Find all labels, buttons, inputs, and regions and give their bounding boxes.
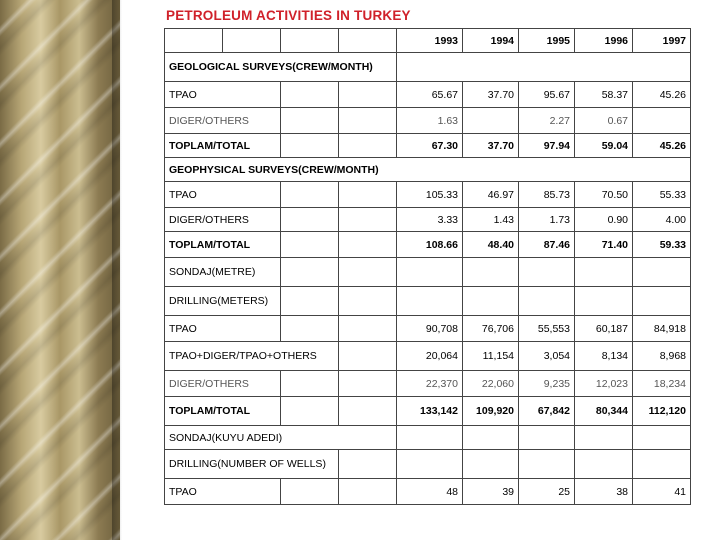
table-cell: 1.63	[397, 108, 463, 134]
table-cell: 112,120	[633, 397, 691, 426]
decorative-gold-border	[0, 0, 120, 540]
table-cell: 20,064	[397, 342, 463, 371]
table-cell	[633, 108, 691, 134]
table-cell: 65.67	[397, 82, 463, 108]
table-cell: 1.43	[463, 208, 519, 232]
total-row	[165, 134, 691, 158]
table-cell: 46.97	[463, 182, 519, 208]
row-label: TOPLAM/TOTAL	[165, 397, 281, 426]
table-cell: 25	[519, 479, 575, 505]
table-cell: 22,060	[463, 371, 519, 397]
table-cell: 48	[397, 479, 463, 505]
year-header: 1993	[397, 29, 463, 53]
table-cell: 95.67	[519, 82, 575, 108]
table-cell: 0.67	[575, 108, 633, 134]
table-cell	[463, 108, 519, 134]
table-cell: 3,054	[519, 342, 575, 371]
section-heading: GEOPHYSICAL SURVEYS(CREW/MONTH)	[165, 158, 691, 182]
total-row	[165, 232, 691, 258]
table-cell: 45.26	[633, 134, 691, 158]
table-row	[165, 342, 691, 371]
row-label: DIGER/OTHERS	[165, 108, 281, 134]
table-cell: 41	[633, 479, 691, 505]
row-label: DIGER/OTHERS	[165, 208, 281, 232]
table-row	[165, 316, 691, 342]
table-cell: 84,918	[633, 316, 691, 342]
section-row	[165, 258, 691, 287]
table-cell: 80,344	[575, 397, 633, 426]
table-row	[165, 479, 691, 505]
table-cell: 58.37	[575, 82, 633, 108]
table-cell: 90,708	[397, 316, 463, 342]
section-heading: DRILLING(NUMBER OF WELLS)	[165, 450, 339, 479]
table-cell: 18,234	[633, 371, 691, 397]
row-label: TOPLAM/TOTAL	[165, 232, 281, 258]
table-cell: 55.33	[633, 182, 691, 208]
table-cell: 12,023	[575, 371, 633, 397]
section-row	[165, 426, 691, 450]
table-cell: 97.94	[519, 134, 575, 158]
table-cell: 109,920	[463, 397, 519, 426]
table-cell: 59.04	[575, 134, 633, 158]
border-shadow	[112, 0, 122, 540]
table-cell: 76,706	[463, 316, 519, 342]
section-heading: GEOLOGICAL SURVEYS(CREW/MONTH)	[165, 53, 397, 82]
table-cell: 39	[463, 479, 519, 505]
page-title: PETROLEUM ACTIVITIES IN TURKEY	[166, 8, 411, 23]
row-label: TPAO	[165, 479, 281, 505]
table-row	[165, 82, 691, 108]
section-row	[165, 158, 691, 182]
table-cell: 105.33	[397, 182, 463, 208]
table-row	[165, 182, 691, 208]
table-row	[165, 108, 691, 134]
table-cell: 59.33	[633, 232, 691, 258]
table-cell: 48.40	[463, 232, 519, 258]
section-row	[165, 287, 691, 316]
year-header: 1996	[575, 29, 633, 53]
row-label: TPAO	[165, 82, 281, 108]
table-row	[165, 208, 691, 232]
table-cell: 108.66	[397, 232, 463, 258]
table-cell: 55,553	[519, 316, 575, 342]
table-cell: 133,142	[397, 397, 463, 426]
table-cell: 2.27	[519, 108, 575, 134]
section-row	[165, 450, 691, 479]
section-heading: SONDAJ(KUYU ADEDI)	[165, 426, 397, 450]
table-cell: 45.26	[633, 82, 691, 108]
table-cell: 11,154	[463, 342, 519, 371]
row-label: DIGER/OTHERS	[165, 371, 281, 397]
petroleum-activities-table	[164, 28, 691, 505]
table-cell: 4.00	[633, 208, 691, 232]
table-cell: 22,370	[397, 371, 463, 397]
row-label: TOPLAM/TOTAL	[165, 134, 281, 158]
table-cell: 8,968	[633, 342, 691, 371]
table-cell: 85.73	[519, 182, 575, 208]
table-cell: 60,187	[575, 316, 633, 342]
table-cell: 70.50	[575, 182, 633, 208]
row-label: TPAO+DIGER/TPAO+OTHERS	[165, 342, 339, 371]
section-row	[165, 53, 691, 82]
table-cell: 1.73	[519, 208, 575, 232]
row-label: TPAO	[165, 182, 281, 208]
section-heading: SONDAJ(METRE)	[165, 258, 281, 287]
table-cell: 87.46	[519, 232, 575, 258]
table-cell: 38	[575, 479, 633, 505]
table-cell: 71.40	[575, 232, 633, 258]
table-row	[165, 371, 691, 397]
section-heading: DRILLING(METERS)	[165, 287, 281, 316]
table-cell: 37.70	[463, 134, 519, 158]
table-cell: 37.70	[463, 82, 519, 108]
row-label: TPAO	[165, 316, 281, 342]
table-cell: 67,842	[519, 397, 575, 426]
year-header: 1994	[463, 29, 519, 53]
year-header: 1997	[633, 29, 691, 53]
table-cell: 3.33	[397, 208, 463, 232]
year-header: 1995	[519, 29, 575, 53]
table-cell: 8,134	[575, 342, 633, 371]
header-row	[165, 29, 691, 53]
table-cell: 67.30	[397, 134, 463, 158]
table-cell: 9,235	[519, 371, 575, 397]
table-cell: 0.90	[575, 208, 633, 232]
total-row	[165, 397, 691, 426]
